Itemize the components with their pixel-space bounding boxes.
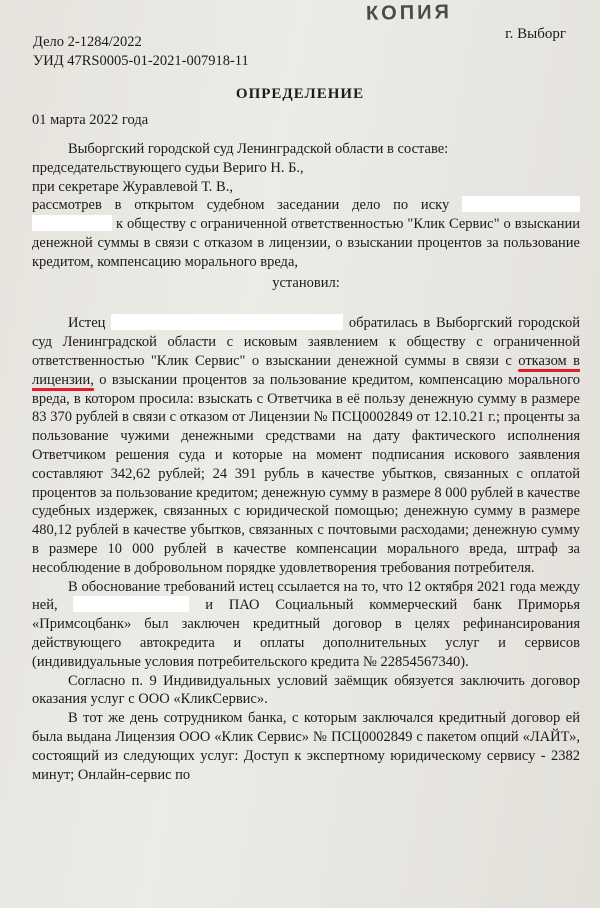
document-date: 01 марта 2022 года — [32, 112, 149, 128]
claim-text-b: о взыскании процентов за пользование кредитом, компенсацию морального вреда, в котором просила: взыскать с Ответчика в её пользу денежную сумму в размере 83 370 рублей в связи с отказом от Лицензии № ПСЦ0002849 от 12.10.21 г.; проценты за пользование чужими денежными средствами на дату фактического исполнения Ответчиком решения суда и которые на момент подписания искового заявления составляют 342,62 рублей; 24 391 рубль в качестве убытков, связанных с оплатой процентов за пользование кредитом; денежную сумму в размере 8 000 рублей в качестве судебных издержек, связанных с юридической помощью; денежную сумму в размере 480,12 рублей в качестве убытков, связанных с почтовыми расходами; денежную сумму в размере 10 000 рублей в качестве компенсации морального вреда, штраф за несоблюдение в добровольном порядке удовлетворения требования потребителя. — [32, 371, 581, 576]
redacted-name — [462, 196, 580, 212]
claim-paragraph — [32, 314, 580, 577]
case-intro-start: рассмотрев в открытом судебном заседании дело по иску — [32, 197, 450, 214]
claim-text-a: обратилась в Выборгский городской суд Ленинградской области с исковым заявлением к обществу с ограниченной ответственностью "Клик Сервис" о взыскании денежной суммы в связи с — [32, 315, 581, 369]
case-number: Дело 2-1284/2022 — [33, 34, 142, 50]
secretary-line: при секретаре Журавлевой Т. В., — [32, 178, 233, 195]
grounds-text-a: В обоснование требований истец ссылается на то, что 12 октября 2021 года между ней, — [32, 578, 580, 614]
case-uid: УИД 47RS0005-01-2021-007918-11 — [33, 53, 249, 69]
redacted-name — [73, 596, 189, 612]
highlighted-phrase: отказом в лицензии, — [32, 352, 581, 388]
document-title: ОПРЕДЕЛЕНИЕ — [235, 86, 365, 102]
terms-paragraph: Согласно п. 9 Индивидуальных условий заёмщик обязуется заключить договор оказания услуг с ООО «КликСервис». — [32, 672, 580, 708]
case-header — [33, 33, 249, 71]
established-heading: установил: — [272, 274, 340, 291]
court-line: Выборгский городской суд Ленинградской области в составе: — [68, 141, 449, 157]
copy-stamp: КОПИЯ — [365, 1, 453, 25]
judge-line: председательствующего судьи Вериго Н. Б., — [32, 159, 304, 176]
case-intro-rest: к обществу с ограниченной ответственностью "Клик Сервис" о взыскании денежной суммы в связи с отказом в лицензии, о взыскании процентов за пользование кредитом, компенсацию морального вреда, — [32, 216, 581, 270]
redacted-name — [32, 215, 112, 231]
grounds-paragraph — [32, 578, 580, 672]
redacted-name — [111, 314, 343, 330]
plaintiff-label: Истец — [68, 315, 106, 332]
city: г. Выборг — [505, 26, 566, 42]
document-body — [32, 140, 580, 784]
license-paragraph: В тот же день сотрудником банка, с которым заключался кредитный договор ей была выдана Лицензия ООО «Клик Сервис» № ПСЦ0002849 с пакетом опций «ЛАЙТ», состоящий из следующих услуг: Доступ к экспертному юридическому сервису - 2382 минут; Онлайн-сервис по — [32, 710, 580, 783]
case-intro-paragraph — [32, 196, 580, 271]
grounds-text-b: и ПАО Социальный коммерческий банк Приморья «Примсоцбанк» был заключен кредитный договор в целях рефинансирования действующего автокредита и оплаты дополнительных услуг и сервисов (индивидуальные условия потребительского кредита № 22854567340). — [32, 597, 581, 670]
